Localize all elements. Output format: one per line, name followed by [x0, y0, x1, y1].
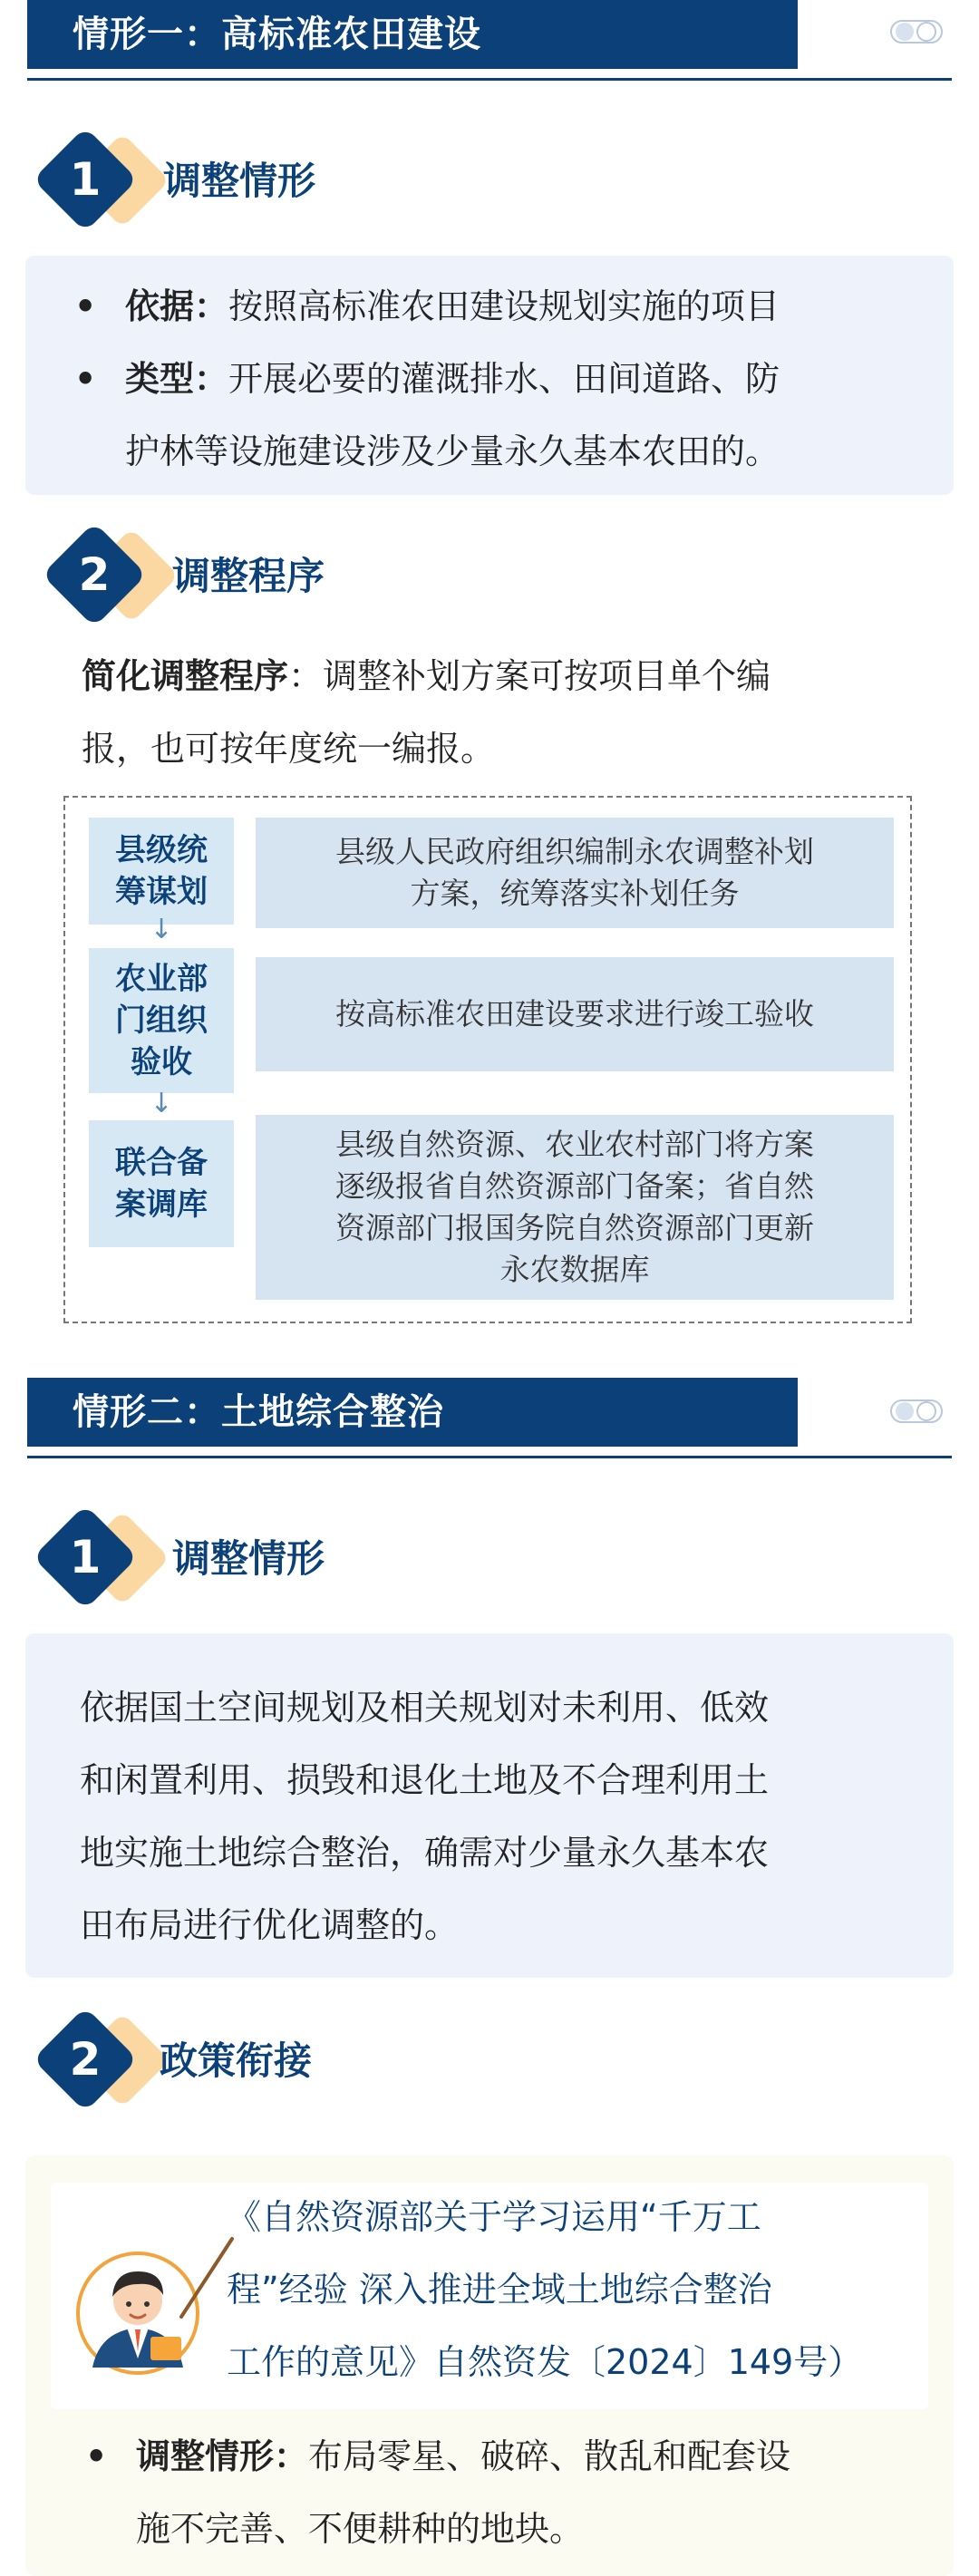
policy-title-line: 程”经验 深入推进全域土地综合整治 [227, 2270, 772, 2310]
flow-detail-text: 资源部门报国务院自然资源部门更新 [335, 1210, 814, 1245]
step-title: 调整情形 [172, 1536, 325, 1581]
step-title: 调整情形 [163, 159, 316, 203]
flow-detail-text: 永农数据库 [499, 1252, 650, 1287]
flow-step-text: 门组织 [115, 1002, 208, 1039]
section1-banner: 情形一：高标准农田建设 [27, 0, 798, 69]
policy-title-line: 工作的意见》自然资发〔2024〕149号） [227, 2342, 863, 2382]
step-number: 2 [78, 548, 111, 601]
bullet-dot: • [85, 2436, 108, 2476]
flow-step-text: 农业部 [115, 961, 208, 997]
flow-detail-text: 县级自然资源、农业农村部门将方案 [335, 1127, 814, 1162]
bullet-dot: • [74, 286, 97, 326]
step-heading-1 [33, 127, 395, 236]
bullet-continuation: 护林等设施建设涉及少量永久基本农田的。 [125, 431, 780, 471]
flow-step-county-plan [89, 818, 234, 925]
info-panel [25, 1633, 954, 1978]
banner-divider [27, 78, 952, 81]
flow-step-joint-filing [89, 1120, 234, 1247]
procedure-line-1 [82, 640, 771, 712]
paragraph-line: 和闲置利用、损毁和退化土地及不合理利用土 [80, 1760, 770, 1800]
bullet-continuation: 施不完善、不便耕种的地块。 [136, 2509, 585, 2549]
flow-step-agri-acceptance [89, 948, 234, 1093]
teacher-avatar-icon [73, 2232, 245, 2386]
policy-panel [25, 2155, 954, 2576]
bullet-text: 按照高标准农田建设规划实施的项目 [228, 286, 780, 326]
banner-divider [27, 1456, 952, 1458]
flow-step-text: 县级统 [115, 832, 208, 868]
step-number: 1 [69, 1531, 102, 1583]
flow-step-text: 联合备 [115, 1145, 208, 1181]
bullet-type [74, 343, 780, 415]
step-number: 2 [69, 2033, 102, 2086]
step-number: 1 [69, 153, 102, 206]
step-heading-2 [33, 2007, 395, 2116]
policy-title-line: 《自然资源部关于学习运用“千万工 [227, 2197, 761, 2237]
bullet-label: 类型： [125, 359, 229, 399]
step-title: 调整程序 [172, 554, 325, 598]
section2-banner: 情形二：土地综合整治 [27, 1378, 798, 1447]
info-panel [25, 256, 954, 495]
bullet-adjustment [85, 2420, 790, 2493]
toggle-icon[interactable] [890, 1398, 943, 1425]
flow-detail-text: 县级人民政府组织编制永农调整补划 [335, 834, 814, 869]
arrow-down-icon: ↓ [150, 914, 173, 945]
bullet-label: 依据： [125, 286, 229, 326]
flow-detail-text: 逐级报省自然资源部门备案；省自然 [335, 1168, 814, 1204]
procedure-flowchart [63, 796, 912, 1323]
flow-detail-county-plan [256, 818, 894, 928]
step-heading-2 [42, 522, 404, 631]
bullet-basis [74, 270, 780, 343]
bullet-text: 布局零星、破碎、散乱和配套设 [308, 2436, 791, 2476]
arrow-down-icon: ↓ [150, 1088, 173, 1119]
bullet-label: 调整情形： [136, 2436, 309, 2476]
flow-detail-joint-filing [256, 1115, 894, 1300]
paragraph-line: 田布局进行优化调整的。 [80, 1905, 460, 1945]
flow-detail-agri-acceptance [256, 957, 894, 1071]
procedure-label: 简化调整程序 [82, 656, 289, 696]
step-heading-1 [33, 1505, 395, 1613]
flow-step-text: 案调库 [115, 1186, 208, 1223]
procedure-line-2: 报，也可按年度统一编报。 [82, 729, 496, 769]
bullet-dot: • [74, 359, 97, 399]
paragraph-line: 依据国土空间规划及相关规划对未利用、低效 [80, 1688, 770, 1728]
toggle-icon[interactable] [890, 18, 943, 45]
paragraph-line: 地实施土地综合整治，确需对少量永久基本农 [80, 1833, 770, 1873]
bullet-text: 开展必要的灌溉排水、田间道路、防 [228, 359, 780, 399]
flow-detail-text: 按高标准农田建设要求进行竣工验收 [335, 996, 814, 1031]
step-title: 政策衔接 [160, 2039, 313, 2083]
flow-step-text: 验收 [131, 1044, 192, 1080]
procedure-text: ：调整补划方案可按项目单个编 [288, 656, 771, 696]
flow-step-text: 筹谋划 [115, 874, 208, 910]
flow-detail-text: 方案，统筹落实补划任务 [410, 876, 740, 911]
